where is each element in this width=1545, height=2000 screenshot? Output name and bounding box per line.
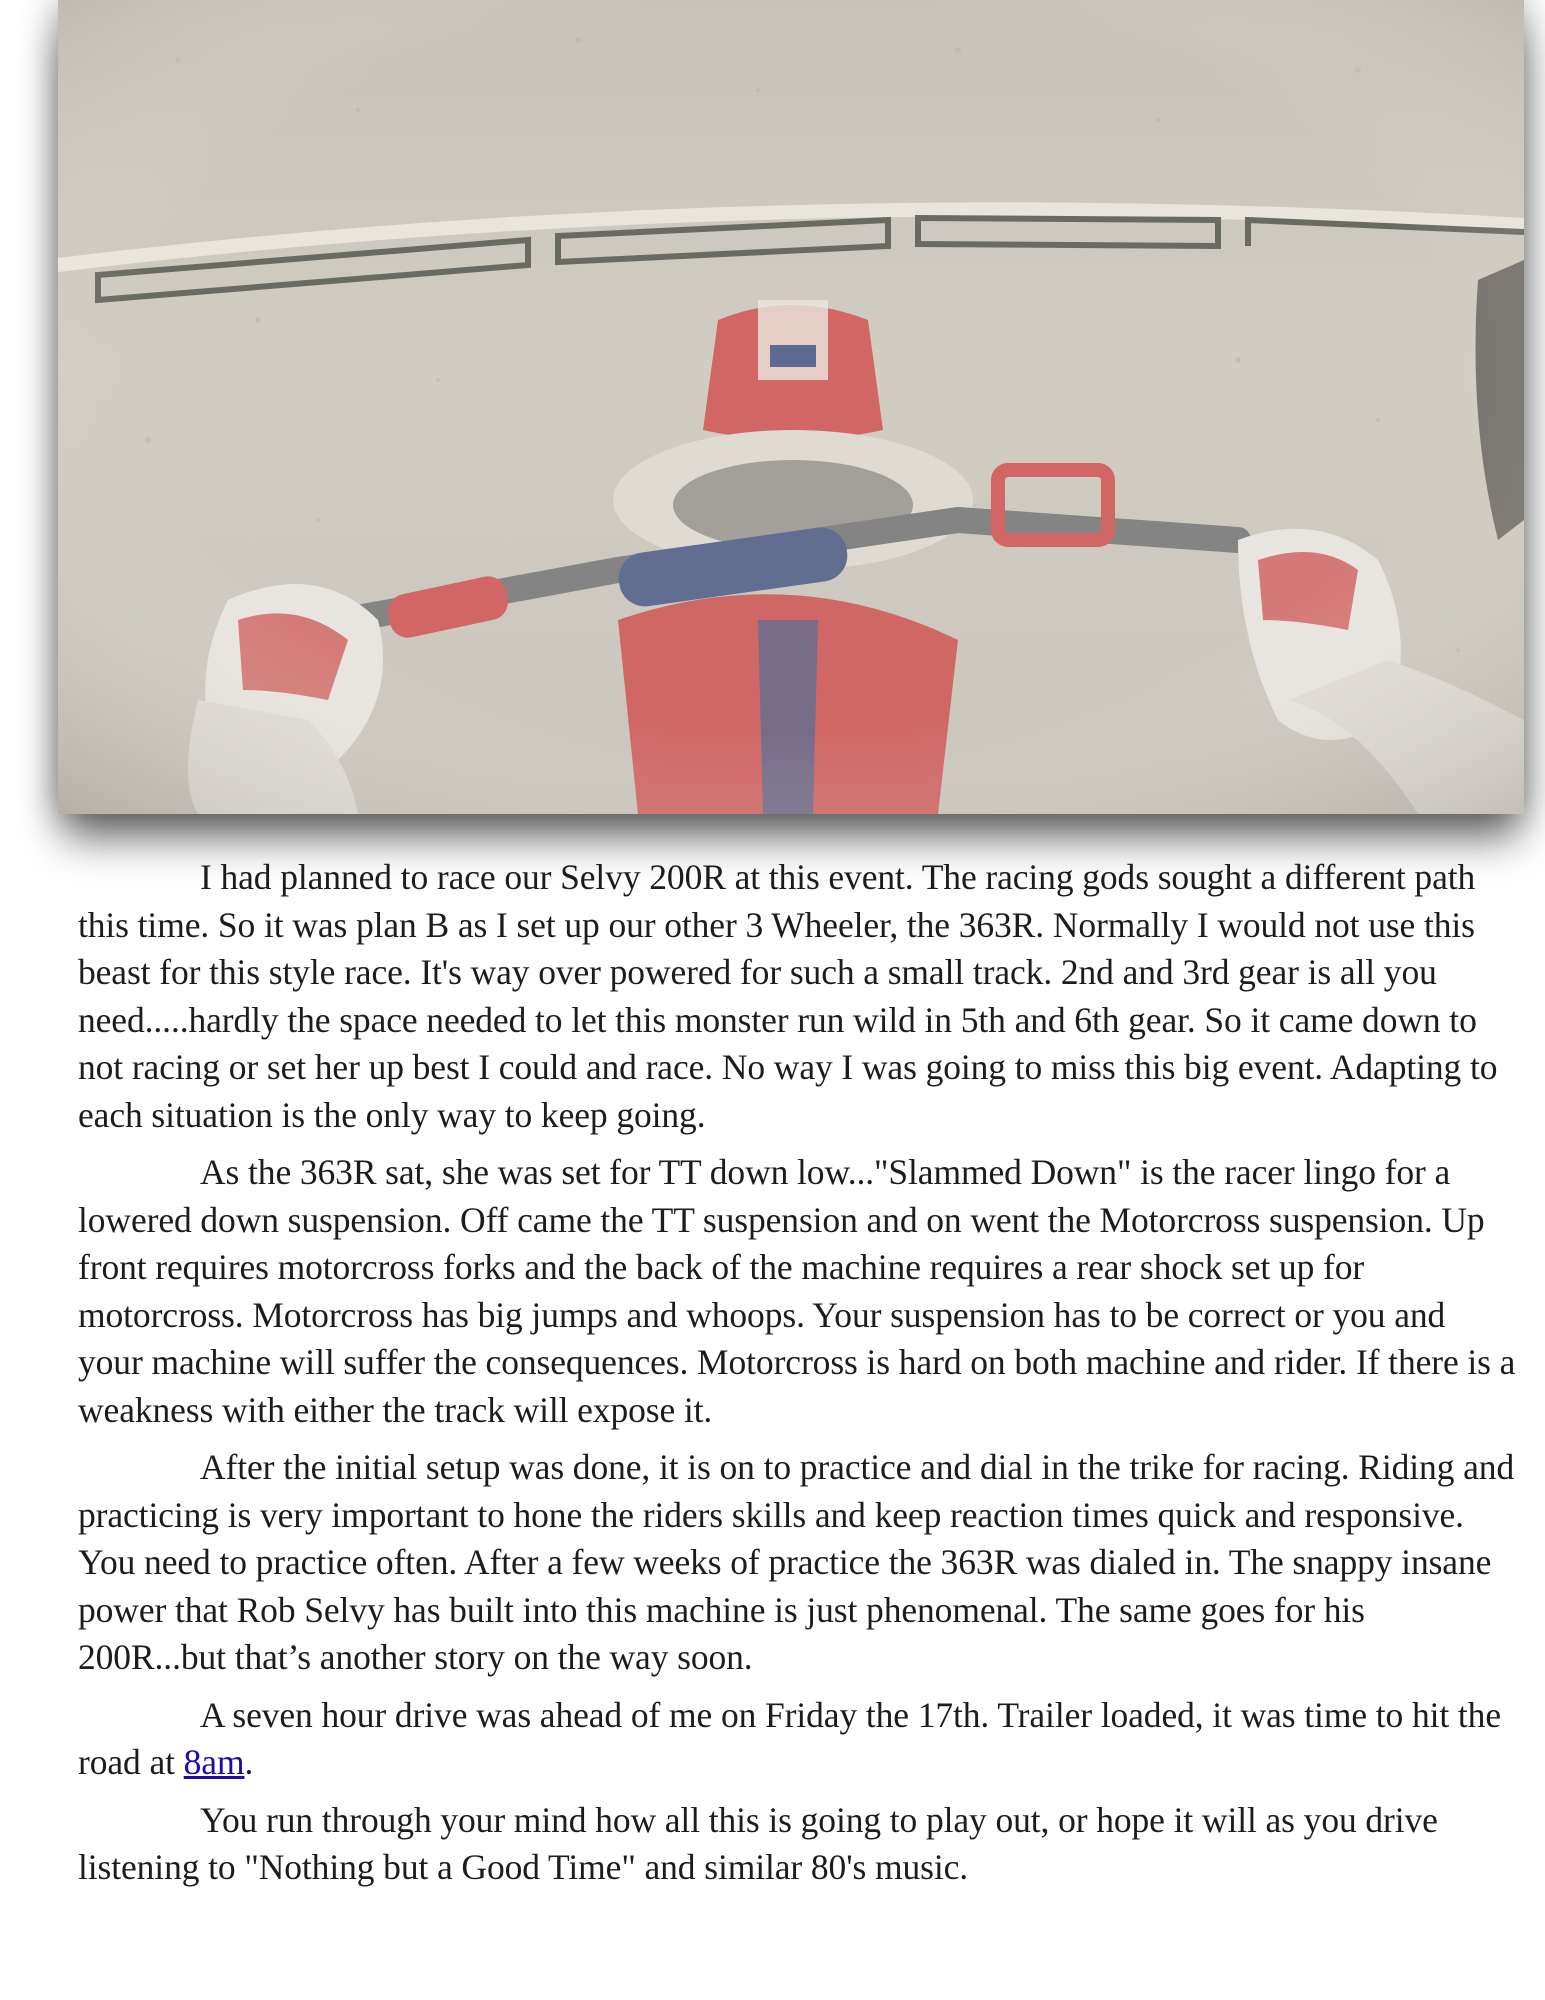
paragraph-5: You run through your mind how all this is going to play out, or hope it will as you drive listening to "Nothing but a Good Time" and similar 80's music. [78,1799,1438,1887]
paragraph-4 [78,1692,1518,1787]
handlebar-photo-illustration [58,0,1524,814]
time-link[interactable]: 8am [183,1742,245,1782]
paragraph-4-end: . [244,1742,254,1782]
paragraph-2: As the 363R sat, she was set for TT down low..."Slammed Down" is the racer lingo for a lowered down suspension. Off came the TT suspension and on went the Motorcross suspension. Up front requires motorcross forks and the back of the machine requires a rear shock set up for motorcross. Motorcross has big jumps and whoops. Your suspension has to be correct or you and your machine will suffer the consequences. Motorcross is hard on both machine and rider. If there is a weakness with either the track will expose it. [78,1152,1516,1430]
rider-pov-photo [58,0,1524,814]
paragraph-4-text: A seven hour drive was ahead of me on Friday the 17th. Trailer loaded, it was time to hit the road at [78,1694,1501,1782]
paragraph-3: After the initial setup was done, it is on to practice and dial in the trike for racing. Riding and practicing is very important to hone the riders skills and keep reaction times quick and responsive. You need to practice often. After a few weeks of practice the 363R was dialed in. The snappy insane power that Rob Selvy has built into this machine is just phenomenal. The same goes for his 200R...but that’s another story on the way soon. [78,1447,1515,1677]
article-body [78,854,1518,1902]
paragraph-1: I had planned to race our Selvy 200R at this event. The racing gods sought a different path this time. So it was plan B as I set up our other 3 Wheeler, the 363R. Normally I would not use this beast for this style race. It's way over powered for such a small track. 2nd and 3rd gear is all you need.....hardly the space needed to let this monster run wild in 5th and 6th gear. So it came down to not racing or set her up best I could and race. No way I was going to miss this big event. Adapting to each situation is the only way to keep going. [78,857,1498,1135]
